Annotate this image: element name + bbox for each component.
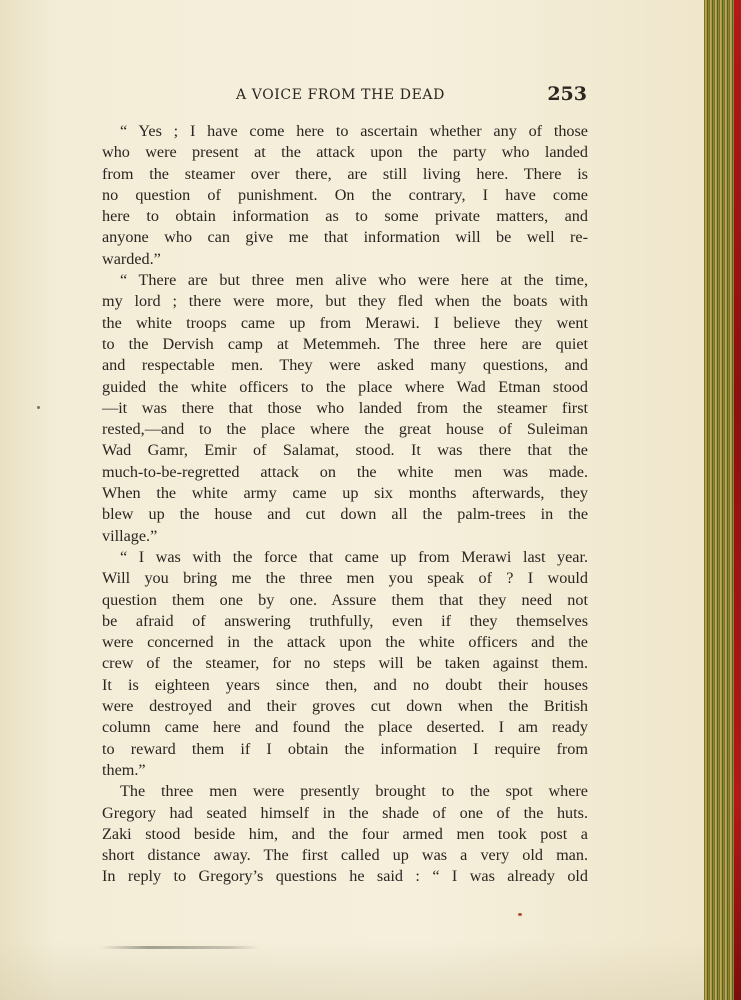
text-line: anyone who can give me that information will be well re- (102, 228, 588, 247)
text-line: Zaki stood beside him, and the four armed men took post a (102, 824, 588, 843)
text-line: the white troops came up from Merawi. I believe they went (102, 313, 588, 332)
text-line: crew of the steamer, for no steps will be taken against them. (102, 654, 588, 673)
text-line: were destroyed and their groves cut down when the British (102, 697, 588, 716)
text-line: Will you bring me the three men you speak of ? I would (102, 569, 588, 588)
text-line: The three men were presently brought to the spot where (120, 782, 588, 801)
page-shadow (0, 940, 704, 1000)
text-line: who were present at the attack upon the party who landed (102, 143, 588, 162)
text-line: guided the white officers to the place where Wad Etman stood (102, 377, 588, 396)
text-line: question them one by one. Assure them that they need not (102, 590, 588, 609)
text-line: When the white army came up six months afterwards, they (102, 484, 588, 503)
text-line: Gregory had seated himself in the shade of one of the huts. (102, 803, 588, 822)
text-line: —it was there that those who landed from the steamer first (102, 398, 588, 417)
text-line: to reward them if I obtain the information I require from (102, 739, 588, 758)
paper-speck (37, 406, 40, 409)
text-line: my lord ; there were more, but they fled when the boats with (102, 292, 588, 311)
text-line: be afraid of answering truthfully, even if they themselves (102, 611, 588, 630)
text-line: Wad Gamr, Emir of Salamat, stood. It was there that the (102, 441, 588, 460)
body-text (102, 121, 588, 888)
text-line: were concerned in the attack upon the white officers and the (102, 633, 588, 652)
text-line: It is eighteen years since then, and no doubt their houses (102, 675, 588, 694)
text-line: rested,—and to the place where the great house of Suleiman (102, 420, 588, 439)
text-line: In reply to Gregory’s questions he said : “ I was already old (102, 867, 588, 886)
text-line: much-to-be-regretted attack on the white men was made. (102, 462, 588, 481)
text-line: warded.” (102, 249, 161, 268)
page-number: 253 (547, 83, 587, 105)
text-line: no question of punishment. On the contrary, I have come (102, 185, 588, 204)
text-line: blew up the house and cut down all the palm-trees in the (102, 505, 588, 524)
book-page-edges (704, 0, 741, 1000)
running-title: A VOICE FROM THE DEAD (236, 87, 445, 103)
running-head (101, 83, 591, 108)
text-line: “ Yes ; I have come here to ascertain whether any of those (120, 122, 588, 140)
text-line: and respectable men. They were asked many questions, and (102, 356, 588, 375)
paper-speck (518, 913, 522, 916)
text-line: here to obtain information as to some private matters, and (102, 207, 588, 226)
text-line: from the steamer over there, are still living here. There is (102, 164, 588, 183)
text-line: village.” (102, 526, 158, 545)
text-line: “ There are but three men alive who were here at the time, (120, 271, 588, 290)
text-line: short distance away. The first called up was a very old man. (102, 846, 588, 865)
text-line: column came here and found the place deserted. I am ready (102, 718, 588, 737)
text-line: them.” (102, 760, 146, 779)
text-line: to the Dervish camp at Metemmeh. The three here are quiet (102, 334, 588, 353)
text-line: “ I was with the force that came up from Merawi last year. (120, 547, 588, 566)
